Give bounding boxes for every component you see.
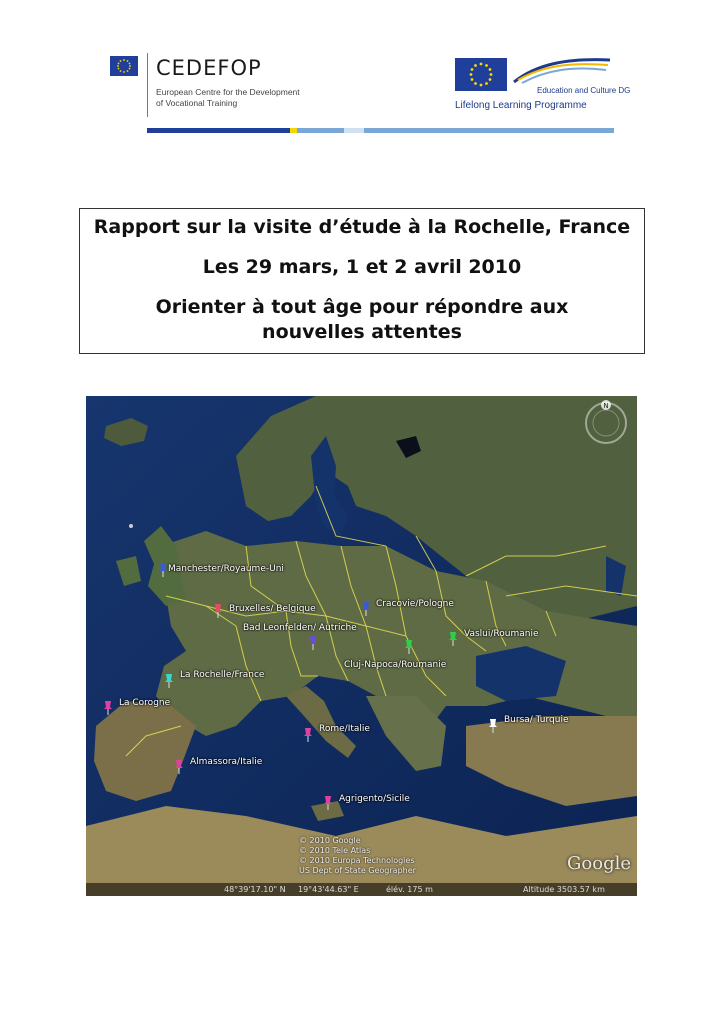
eu-flag-icon (110, 56, 138, 76)
map-label: Cracovie/Pologne (376, 599, 454, 609)
cedefop-logo (147, 53, 317, 117)
color-bar-segment (147, 128, 290, 133)
map-label: Vaslui/Roumanie (464, 629, 539, 639)
status-latitude: 48°39'17.10" N (224, 885, 286, 894)
pin-icon[interactable] (404, 640, 414, 654)
report-theme: Orienter à tout âge pour répondre aux nouvelles attentes (155, 296, 569, 343)
map-label: La Corogne (119, 698, 171, 708)
map-label: Bad Leonfelden/ Autriche (243, 623, 357, 633)
pin-icon[interactable] (103, 701, 113, 715)
credit-line: © 2010 Tele Atlas (299, 846, 371, 855)
status-elevation: élév. 175 m (386, 885, 433, 894)
map-label: Manchester/Royaume-Uni (168, 564, 284, 574)
pin-icon[interactable] (174, 760, 184, 774)
pin-icon[interactable] (164, 674, 174, 688)
color-bar-segment (344, 128, 364, 133)
status-longitude: 19°43'44.63" E (298, 885, 359, 894)
europe-map[interactable] (86, 396, 637, 896)
credit-line: © 2010 Europa Technologies (299, 856, 415, 865)
compass-icon[interactable] (583, 400, 629, 446)
llp-dg-label: Education and Culture DG (537, 86, 631, 95)
color-bar-segment (364, 128, 614, 133)
pin-icon[interactable] (308, 636, 318, 650)
map-status-bar (86, 883, 637, 896)
color-bar-segment (290, 128, 297, 133)
map-background (86, 396, 637, 896)
pin-icon[interactable] (303, 728, 313, 742)
map-label: Rome/Italie (319, 724, 370, 734)
cedefop-subtitle (156, 87, 317, 109)
color-bar-segment (297, 128, 344, 133)
credit-line: US Dept of State Geographer (299, 866, 416, 875)
llp-swoosh-icon (512, 56, 612, 86)
pin-icon[interactable] (361, 602, 371, 616)
cedefop-subtitle-line2: of Vocational Training (156, 98, 238, 108)
header-color-bar (147, 128, 614, 133)
pin-icon[interactable] (323, 796, 333, 810)
pin-icon[interactable] (488, 719, 498, 733)
map-label: Bruxelles/ Belgique (229, 604, 316, 614)
map-credits (299, 836, 416, 876)
eu-flag-llp-icon (455, 58, 507, 91)
llp-programme-label: Lifelong Learning Programme (455, 100, 587, 111)
map-label: Agrigento/Sicile (339, 794, 410, 804)
map-label: Almassora/Italie (190, 757, 263, 767)
pin-icon[interactable] (448, 632, 458, 646)
cedefop-wordmark: CEDEFOP (156, 56, 262, 80)
map-label: Bursa/ Turquie (504, 715, 569, 725)
status-altitude: Altitude 3503.57 km (523, 885, 605, 894)
pin-icon[interactable] (213, 604, 223, 618)
google-logo: Google (567, 853, 631, 874)
report-title: Rapport sur la visite d’étude à la Rochelle, France (93, 216, 631, 238)
credit-line: © 2010 Google (299, 836, 361, 845)
report-title-box (79, 208, 645, 354)
map-label: La Rochelle/France (180, 670, 265, 680)
report-dates: Les 29 mars, 1 et 2 avril 2010 (202, 256, 522, 278)
compass-letter: N (603, 402, 609, 410)
map-label: Cluj-Napoca/Roumanie (344, 660, 447, 670)
cedefop-subtitle-line1: European Centre for the Development (156, 87, 300, 97)
pin-icon[interactable] (158, 563, 168, 577)
